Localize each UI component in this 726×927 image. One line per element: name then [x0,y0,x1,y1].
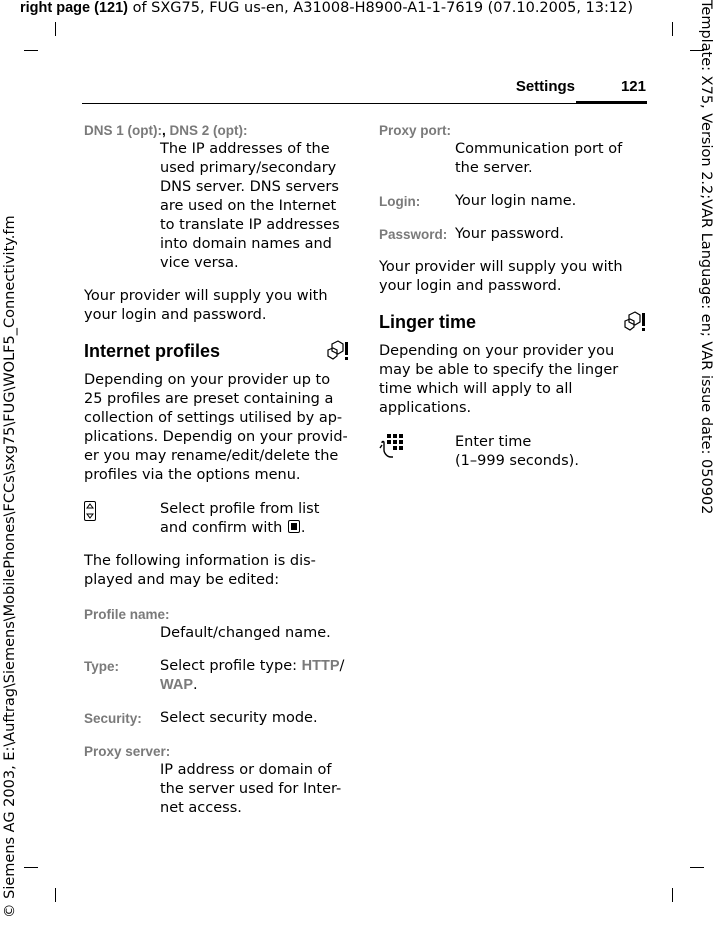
proxy-server-entry [84,742,350,818]
dns-entry [84,121,350,273]
provider-note: Your provider will supply you with your login and password. [379,259,623,294]
header-rule [82,103,647,104]
operator-service-icon [326,340,350,362]
section-title: Linger time [379,311,477,332]
linger-intro: Depending on your provider you may be able to specify the linger time which will apply to all applications. [379,343,619,416]
login-desc: Your login name. [455,193,577,209]
dns-description: The IP addresses of the used primary/secondary DNS server. DNS servers are used on the Internet to translate IP addresses into domain names and vice versa. [160,141,340,271]
operator-service-icon [623,311,647,333]
proxy-port-entry [379,121,647,178]
proxy-server-label: Proxy server: [84,744,171,759]
select-profile-text: Select profile from list and confirm with [160,501,320,536]
page-meta-rest: of SXG75, FUG us-en, A31008-H8900-A1-1-7619 (07.10.2005, 13:12) [127,0,633,16]
type-label: Type: [84,659,120,674]
step-enter-time [379,433,647,471]
right-column [379,121,647,485]
profiles-intro: Depending on your provider up to 25 profiles are preset containing a collection of settings utilised by ap-plications. Dependig on your provid-er you may rename/edit/delete the profiles via the options menu. [84,372,348,483]
security-entry [84,709,350,728]
ok-key-icon [288,520,300,533]
crop-mark [672,22,673,36]
copyright-path-note: © Siemens AG 2003, E:\Auftrag\Siemens\MobilePhones\FCCs\sxg75\FUG\WOLF5_Connectivity.fm [2,215,18,918]
keypad-entry-icon [379,444,405,463]
profile-name-label: Profile name: [84,607,170,622]
type-desc: Select profile type: HTTP/ WAP. [160,658,345,693]
login-label: Login: [379,194,421,209]
following-info: The following information is dis-played and may be edited: [84,553,316,588]
section-title: Internet profiles [84,340,221,361]
proxy-port-label: Proxy port: [379,123,452,138]
provider-note: Your provider will supply you with your login and password. [84,288,328,323]
page-meta-line [20,0,633,16]
crop-mark [55,22,56,36]
dns-label: DNS 1 (opt):, DNS 2 (opt): [84,123,248,138]
crop-mark [24,50,38,51]
crop-mark [55,888,56,902]
password-entry [379,225,647,244]
header-page-number: 121 [620,78,646,95]
proxy-server-desc: IP address or domain of the server used for Inter-net access. [160,762,342,816]
security-label: Security: [84,711,142,726]
left-column [84,121,350,832]
enter-time-text: Enter time (1–999 seconds). [455,434,579,469]
page-meta-prefix: right page (121) [20,0,128,16]
section-heading-internet-profiles [84,340,350,362]
navigation-key-icon [84,501,96,521]
profile-name-desc: Default/changed name. [160,625,331,641]
password-label: Password: [379,227,448,242]
template-note: Template: X75, Version 2.2;VAR Language: en; VAR issue date: 050902 [698,0,714,515]
password-desc: Your password. [455,226,565,242]
header-rule-accent [576,101,647,104]
profile-name-entry [84,605,350,643]
security-desc: Select security mode. [160,710,318,726]
login-entry [379,192,647,211]
step-select-profile: Select profile from list and confirm with . [84,500,350,538]
proxy-port-desc: Communication port of the server. [455,141,623,176]
crop-mark [672,888,673,902]
section-heading-linger-time [379,311,647,333]
crop-mark [24,867,38,868]
header-title: Settings [515,78,575,95]
crop-mark [690,867,704,868]
type-entry [84,657,350,695]
